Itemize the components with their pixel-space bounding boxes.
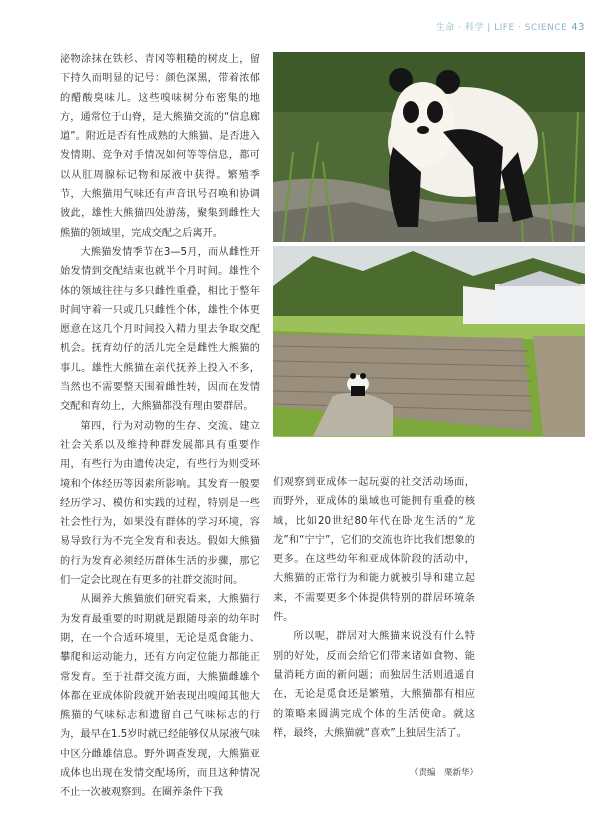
page-number: 43: [571, 22, 585, 33]
paragraph: 们观察到亚成体一起玩耍的社交活动场面，而野外，亚成体的巢域也可能拥有重叠的核域，比如20世纪80年代在卧龙生活的“龙龙”和“宁宁”，它们的交流也许比我们想象的更多。在这些幼年和亚成体阶段的活动中，大熊猫的正常行为和能力就被引导和建立起来，不需要更多个体提供特别的群居环境条件。: [273, 477, 475, 624]
left-text-column: [60, 50, 260, 803]
panda-walking-photo: [273, 52, 585, 242]
panda-enclosure-illustration: [273, 246, 585, 437]
page-header: [436, 20, 585, 33]
paragraph: 泌物涂抹在铁杉、青冈等粗糙的树皮上，留下持久而明显的记号：颜色深黑，带着浓郁的醋酸臭味儿。这些嗅味树分布密集的地方，通常位于山脊，是大熊猫交流的“信息廊道”。附近是否有性成熟的大熊猫、是否进入发情期、竞争对手情况如何等等信息，都可以从肛周腺标记物和尿液中获得。繁殖季节，大熊猫用气味还有声音讯号召唤和协调彼此，雄性大熊猫四处游荡，聚集到雌性大熊猫的领域里，完成交配之后离开。: [60, 54, 260, 239]
paragraph: 大熊猫发情季节在3—5月，而从雌性开始发情到交配结束也就半个月时间。雄性个体的领域往往与多只雌性重叠，相比于整年时间守着一只或几只雌性个体，雄性个体更愿意在这几个月时间投入精力里去争取交配机会。抚育幼仔的活儿完全是雌性大熊猫的事儿。雄性大熊猫在亲代抚养上投入不多，当然也不需要整天围着雌性转，因而在发情交配和育幼上，大熊猫都没有理由要群居。: [60, 246, 260, 413]
panda-walking-illustration: [273, 52, 585, 242]
section-label: 生命 · 科学 | LIFE · SCIENCE: [435, 23, 568, 33]
editor-byline: （责编 栗新华）: [410, 768, 479, 778]
paragraph: 所以呢，群居对大熊猫来说没有什么特别的好处，反而会给它们带来诸如食物、能量消耗方面的新问题；而独居生活则逍遥自在，无论是觅食还是繁殖，大熊猫都有相应的策略来圆满完成个体的生活使命。就这样，最终，大熊猫就“喜欢”上独居生活了。: [273, 631, 475, 739]
right-text-column: [273, 473, 475, 743]
paragraph: 第四，行为对动物的生存、交流、建立社会关系以及维持种群发展都具有重要作用，有些行为由遗传决定，有些行为则受环境和个体经历等因素所影响。其发育一般要经历学习、模仿和实践的过程，特别是一些社会性行为，如果没有群体的学习环境，容易导致行为不完全发育和表达。假如大熊猫的行为发育必须经历群体生活的步骤，那它们一定会比现在有更多的社群交流时间。: [60, 420, 260, 587]
paragraph: 从圈养大熊猫旅们研究看来，大熊猫行为发育最重要的时期就是跟随母亲的幼年时期，在一个合适环境里，无论是觅食能力、攀爬和运动能力，还有方向定位能力都能正常发育。至于社群交流方面，大熊猫雌雄个体都在亚成体阶段就开始表现出嗅闻其他大熊猫的气味标志和遗留自己气味标志的行为，最早在1.5岁时就已经能够仅从尿液气味中区分雌雄信息。野外调查发现，大熊猫亚成体也出现在发情交配场所，而且这种情况不止一次被观察到。在圈养条件下我: [60, 594, 260, 799]
panda-enclosure-photo: [273, 246, 585, 437]
